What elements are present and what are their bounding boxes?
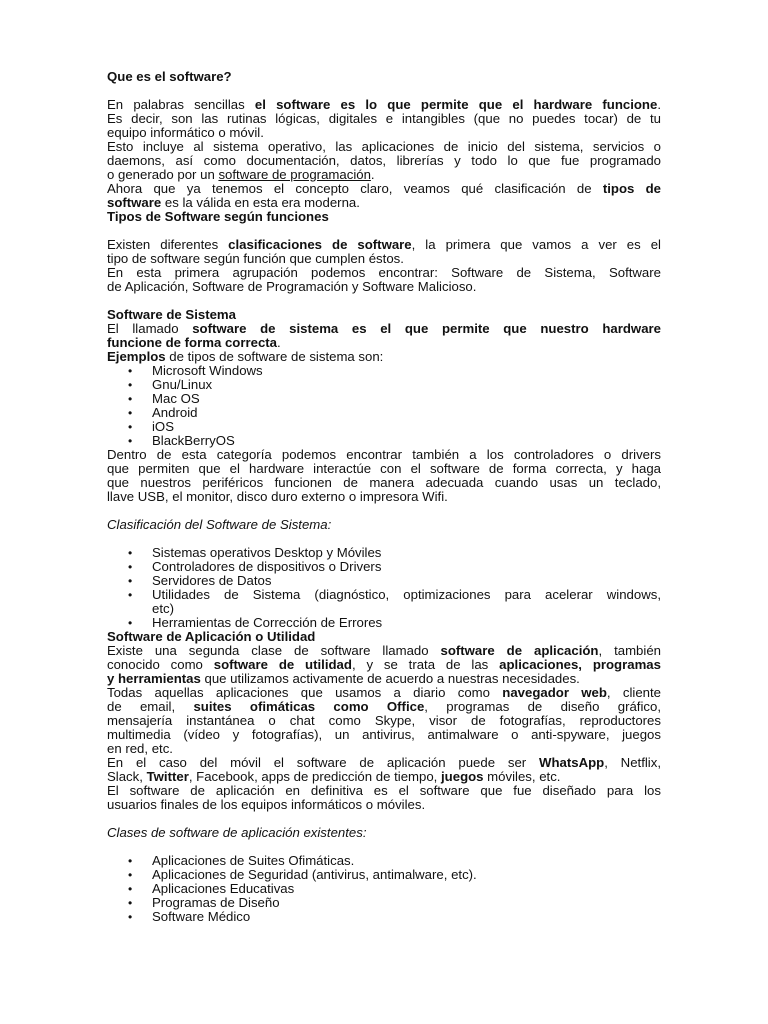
tipos-line-3: En esta primera agrupación podemos encontrar: Software de Sistema, Software — [107, 265, 661, 280]
intro-line-8: software es la válida en esta era moderna. — [107, 195, 360, 210]
aplicacion-line-2: conocido como software de utilidad, y se trata de las aplicaciones, programas — [107, 657, 661, 672]
tipos-heading: Tipos de Software según funciones — [107, 209, 329, 224]
list-item: • Servidores de Datos — [107, 574, 661, 588]
software-programacion-link[interactable]: software de programación — [218, 167, 371, 182]
intro-line-4: Esto incluye al sistema operativo, las aplicaciones de inicio del sistema, servicios o — [107, 139, 661, 154]
sistema-line-7: llave USB, el monitor, disco duro externo o impresora Wifi. — [107, 489, 448, 504]
list-item: • Utilidades de Sistema (diagnóstico, optimizaciones para acelerar windows, etc) — [107, 588, 661, 616]
sistema-class-list — [107, 546, 661, 630]
aplicacion-heading: Software de Aplicación o Utilidad — [107, 629, 316, 644]
sistema-line-1: El llamado software de sistema es el que permite que nuestro hardware — [107, 321, 661, 336]
list-item: • iOS — [107, 420, 661, 434]
intro-line-7: Ahora que ya tenemos el concepto claro, veamos qué clasificación de tipos de — [107, 181, 662, 196]
list-item: • Software Médico — [107, 910, 661, 924]
list-item: • Android — [107, 406, 661, 420]
sistema-class-heading: Clasificación del Software de Sistema: — [107, 517, 332, 532]
aplicacion-line-4: Todas aquellas aplicaciones que usamos a diario como navegador web, cliente — [107, 685, 661, 700]
list-item: • Mac OS — [107, 392, 661, 406]
list-item: • Programas de Diseño — [107, 896, 661, 910]
intro-line-1: En palabras sencillas el software es lo que permite que el hardware funcione. — [107, 97, 661, 112]
sistema-line-4: Dentro de esta categoría podemos encontrar también a los controladores o drivers — [107, 447, 661, 462]
aplicacion-line-1: Existe una segunda clase de software llamado software de aplicación, también — [107, 643, 661, 658]
aplicacion-line-10: Slack, Twitter, Facebook, apps de predicción de tiempo, juegos móviles, etc. — [107, 769, 561, 784]
aplicacion-line-5: de email, suites ofimáticas como Office, programas de diseño gráfico, — [107, 699, 661, 714]
sistema-examples-list — [107, 364, 661, 448]
aplicacion-line-11: El software de aplicación en definitiva es el software que fue diseñado para los — [107, 783, 661, 798]
document-title: Que es el software? — [107, 69, 232, 84]
aplicacion-line-8: en red, etc. — [107, 741, 173, 756]
aplicacion-class-heading: Clases de software de aplicación existentes: — [107, 825, 367, 840]
aplicacion-line-9: En el caso del móvil el software de aplicación puede ser WhatsApp, Netflix, — [107, 755, 661, 770]
intro-line-5: daemons, así como documentación, datos, librerías y todo lo que fue programado — [107, 153, 661, 168]
aplicacion-line-7: multimedia (vídeo y fotografías), un antivirus, antimalware o anti-spyware, juegos — [107, 727, 661, 742]
list-item: • Aplicaciones de Suites Ofimáticas. — [107, 854, 661, 868]
list-item: • Microsoft Windows — [107, 364, 661, 378]
tipos-line-4: de Aplicación, Software de Programación y Software Malicioso. — [107, 279, 477, 294]
document-page — [107, 70, 661, 924]
aplicacion-class-list — [107, 854, 661, 924]
sistema-line-2: funcione de forma correcta. — [107, 335, 281, 350]
sistema-heading: Software de Sistema — [107, 307, 236, 322]
list-item: • Sistemas operativos Desktop y Móviles — [107, 546, 661, 560]
sistema-line-5: que permiten que el hardware interactúe con el software de forma correcta, y haga — [107, 461, 661, 476]
list-item: • Controladores de dispositivos o Drivers — [107, 560, 661, 574]
aplicacion-line-3: y herramientas que utilizamos activamente de acuerdo a nuestras necesidades. — [107, 671, 580, 686]
intro-line-2: Es decir, son las rutinas lógicas, digitales e intangibles (que no puedes tocar) de tu — [107, 111, 661, 126]
tipos-line-1: Existen diferentes clasificaciones de software, la primera que vamos a ver es el — [107, 237, 661, 252]
aplicacion-line-6: mensajería instantánea o chat como Skype, visor de fotografías, reproductores — [107, 713, 661, 728]
sistema-line-6: que nuestros periféricos funcionen de manera adecuada cuando usas un teclado, — [107, 475, 661, 490]
list-item: • Aplicaciones de Seguridad (antivirus, antimalware, etc). — [107, 868, 661, 882]
list-item: • BlackBerryOS — [107, 434, 661, 448]
tipos-line-2: tipo de software según función que cumplen éstos. — [107, 251, 404, 266]
intro-line-6: o generado por un software de programación. — [107, 167, 375, 182]
list-item: • Aplicaciones Educativas — [107, 882, 661, 896]
intro-line-3: equipo informático o móvil. — [107, 125, 264, 140]
sistema-line-3: Ejemplos de tipos de software de sistema son: — [107, 349, 384, 364]
aplicacion-line-12: usuarios finales de los equipos informáticos o móviles. — [107, 797, 426, 812]
list-item: • Gnu/Linux — [107, 378, 661, 392]
list-item: • Herramientas de Corrección de Errores — [107, 616, 661, 630]
